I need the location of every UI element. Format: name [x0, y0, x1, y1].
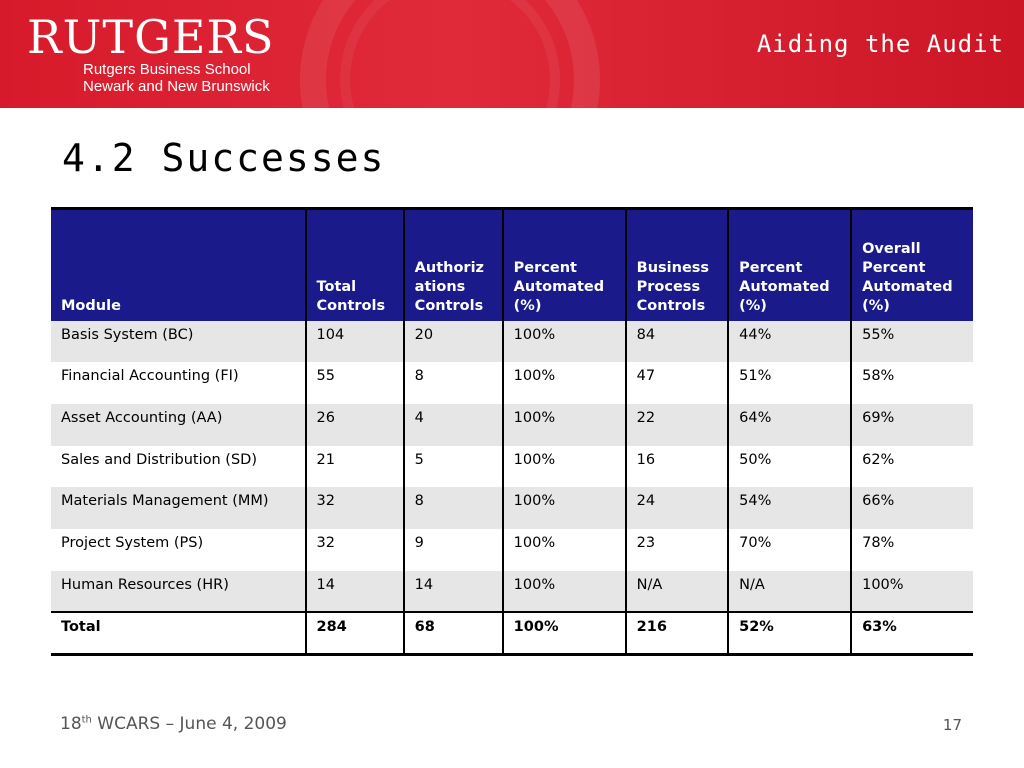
- total-cell: 284: [306, 612, 404, 654]
- column-header-line: Automated: [739, 278, 830, 295]
- column-header-line: Automated: [513, 278, 605, 295]
- column-header-line: Percent: [862, 259, 926, 276]
- total-row: [51, 612, 973, 654]
- column-header-line: Automated: [862, 278, 953, 295]
- column-header-line: Controls: [316, 297, 386, 314]
- table-cell: 51%: [728, 362, 851, 404]
- total-cell: 63%: [851, 612, 973, 654]
- column-header-line: ations: [414, 278, 466, 295]
- total-cell: 216: [626, 612, 728, 654]
- column-header: [503, 209, 626, 321]
- footer-event: [60, 714, 287, 734]
- column-header-line: Business: [636, 259, 710, 276]
- table-header-row: [51, 209, 973, 321]
- table-cell: 100%: [503, 529, 626, 571]
- table-cell: 100%: [503, 362, 626, 404]
- footer-prefix: 18: [60, 714, 82, 734]
- logo-subtitle-line2: Newark and New Brunswick: [83, 78, 270, 95]
- table-cell: 84: [626, 321, 728, 363]
- table-cell: 47: [626, 362, 728, 404]
- table-cell: 26: [306, 404, 404, 446]
- table-cell: Basis System (BC): [51, 321, 306, 363]
- column-header: [851, 209, 973, 321]
- table-cell: 55%: [851, 321, 973, 363]
- table-cell: 8: [404, 487, 503, 529]
- table-row: [51, 362, 973, 404]
- header-banner: [0, 0, 1024, 108]
- table-cell: 32: [306, 487, 404, 529]
- table-cell: 62%: [851, 446, 973, 488]
- column-header-line: Controls: [636, 297, 706, 314]
- table-cell: 9: [404, 529, 503, 571]
- column-header-line: Process: [636, 278, 701, 295]
- table-cell: 44%: [728, 321, 851, 363]
- table-cell: 69%: [851, 404, 973, 446]
- successes-table: [51, 207, 973, 656]
- table-cell: 58%: [851, 362, 973, 404]
- footer-suffix: WCARS – June 4, 2009: [91, 714, 287, 734]
- table-cell: 22: [626, 404, 728, 446]
- column-header: [728, 209, 851, 321]
- table-cell: 23: [626, 529, 728, 571]
- column-header-line: (%): [739, 297, 767, 314]
- table-cell: 100%: [503, 446, 626, 488]
- logo-subtitle: [83, 61, 270, 95]
- table-cell: 100%: [503, 487, 626, 529]
- table-row: [51, 446, 973, 488]
- table-row: [51, 404, 973, 446]
- table-cell: 24: [626, 487, 728, 529]
- table-row: [51, 529, 973, 571]
- presentation-title: Aiding the Audit: [756, 30, 1004, 58]
- table-cell: 66%: [851, 487, 973, 529]
- logo-subtitle-line1: Rutgers Business School: [83, 61, 251, 78]
- table-cell: Materials Management (MM): [51, 487, 306, 529]
- table-cell: 78%: [851, 529, 973, 571]
- rutgers-logo: RUTGERS: [27, 10, 275, 64]
- table-cell: N/A: [626, 571, 728, 613]
- table-cell: 100%: [503, 571, 626, 613]
- slide-title: 4.2 Successes: [62, 136, 386, 180]
- table-row: [51, 571, 973, 613]
- table-cell: 70%: [728, 529, 851, 571]
- table-cell: 21: [306, 446, 404, 488]
- table-cell: 20: [404, 321, 503, 363]
- column-header: [306, 209, 404, 321]
- table-cell: 16: [626, 446, 728, 488]
- table-cell: 32: [306, 529, 404, 571]
- column-header: [404, 209, 503, 321]
- table-cell: 5: [404, 446, 503, 488]
- total-cell: 68: [404, 612, 503, 654]
- table-cell: 14: [306, 571, 404, 613]
- table-cell: 4: [404, 404, 503, 446]
- table-cell: 100%: [503, 404, 626, 446]
- total-cell: Total: [51, 612, 306, 654]
- table-cell: 55: [306, 362, 404, 404]
- column-header-line: Authoriz: [414, 259, 484, 276]
- table-row: [51, 487, 973, 529]
- table-cell: Asset Accounting (AA): [51, 404, 306, 446]
- column-header-line: Total: [316, 278, 357, 295]
- page-number: 17: [942, 716, 962, 734]
- column-header-line: Percent: [739, 259, 803, 276]
- footer-superscript: th: [81, 714, 92, 726]
- column-header-line: Module: [61, 297, 121, 314]
- table-row: [51, 321, 973, 363]
- table-body: [51, 321, 973, 655]
- column-header-line: (%): [513, 297, 542, 314]
- table-cell: 100%: [851, 571, 973, 613]
- table-cell: 50%: [728, 446, 851, 488]
- column-header-line: Percent: [513, 259, 577, 276]
- column-header-line: Overall: [862, 240, 921, 257]
- column-header: [626, 209, 728, 321]
- table-cell: 104: [306, 321, 404, 363]
- column-header-line: Controls: [414, 297, 484, 314]
- table-cell: N/A: [728, 571, 851, 613]
- column-header: [51, 209, 306, 321]
- table-cell: 14: [404, 571, 503, 613]
- table-cell: Sales and Distribution (SD): [51, 446, 306, 488]
- table-cell: Financial Accounting (FI): [51, 362, 306, 404]
- table-cell: Human Resources (HR): [51, 571, 306, 613]
- table-cell: Project System (PS): [51, 529, 306, 571]
- table-cell: 54%: [728, 487, 851, 529]
- total-cell: 100%: [503, 612, 626, 654]
- total-cell: 52%: [728, 612, 851, 654]
- table-cell: 64%: [728, 404, 851, 446]
- table-cell: 8: [404, 362, 503, 404]
- table-cell: 100%: [503, 321, 626, 363]
- column-header-line: (%): [862, 297, 890, 314]
- seal-watermark-inner: [340, 0, 560, 108]
